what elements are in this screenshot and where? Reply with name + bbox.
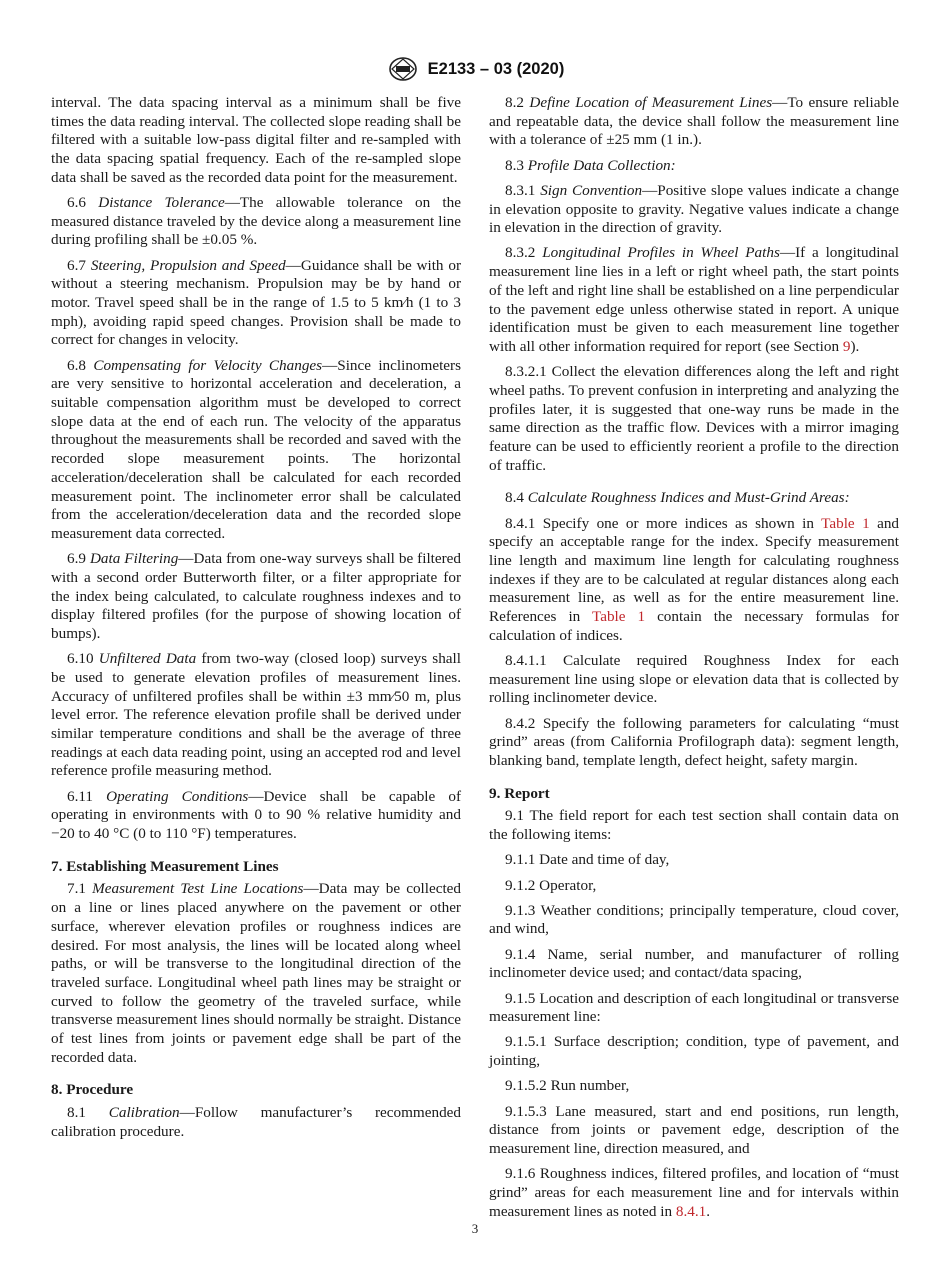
paragraph-6-11: 6.11 Operating Conditions—Device shall be capable of operating in environments with 0 to 90 % relative humidity and −20 to 40 °C (0 to 110 °F) temperatures. bbox=[51, 787, 462, 843]
paragraph-9-1-4: 9.1.4 Name, serial number, and manufacturer of rolling inclinometer device used; and contact/data spacing, bbox=[489, 945, 899, 982]
left-column bbox=[51, 94, 461, 1148]
paragraph-8-3-2-1: 8.3.2.1 Collect the elevation differences along the left and right wheel paths. To prevent confusion in interpreting and analyzing the profiles later, it is suggested that one-way runs be made in the same direction as the traffic flow. Devices with a mirror imaging feature can be used to efficiently reorient a profile to the direction of traffic. bbox=[489, 363, 899, 474]
paragraph-8-1: 8.1 Calibration—Follow manufacturer’s recommended calibration procedure. bbox=[51, 1104, 461, 1140]
paragraph-6-10: 6.10 Unfiltered Data from two-way (closed loop) surveys shall be used to generate elevation profiles of measurement lines. Accuracy of unfiltered profiles shall be within ±3 mm⁄50 m, plus level error. The reference elevation profile shall be derived under similar temperature conditions and shall be the average of three readings at each data reading point, using an accepted rod and level reference profile measuring method. bbox=[51, 650, 461, 780]
paragraph-9-1-6: 9.1.6 Roughness indices, filtered profiles, and location of “must grind” areas for each measurement line and for intervals within measurement lines as noted in 8.4.1. bbox=[489, 1165, 899, 1220]
paragraph-6-7: 6.7 Steering, Propulsion and Speed—Guidance shall be with or without a steering mechanism. Propulsion may be by hand or motor. Travel speed shall be in the range of 1.5 to 5 km⁄h (1 to 3 mph), avoiding rapid speed changes. Provision shall be made to correct for changes in velocity. bbox=[51, 256, 461, 349]
paragraph-8-4-2: 8.4.2 Specify the following parameters for calculating “must grind” areas (from California Profilograph data): segment length, blanking band, template length, defect height, safety margin. bbox=[489, 714, 899, 769]
table-1-link[interactable]: Table 1 bbox=[821, 514, 870, 532]
paragraph-8-3-2: 8.3.2 Longitudinal Profiles in Wheel Paths—If a longitudinal measurement line lies in a left or right wheel path, the start points of the left and right line shall be established on a line perpendicular to the pavement edge unless otherwise stated in report. A unique identification must be given to each measurement line together with all other information required for report (see Section 9). bbox=[489, 244, 899, 355]
paragraph-9-1-2: 9.1.2 Operator, bbox=[505, 876, 597, 894]
page-header bbox=[0, 56, 950, 82]
paragraph-6-9: 6.9 Data Filtering—Data from one-way surveys shall be filtered with a second order Butterworth filter, or a filter appropriate for the index being calculated, to calculate roughness indexes and to display filtered profiles (for the purpose of showing location of bumps). bbox=[51, 550, 462, 642]
paragraph-9-1: 9.1 The field report for each test section shall contain data on the following items: bbox=[489, 807, 899, 844]
paragraph-7-1: 7.1 Measurement Test Line Locations—Data may be collected on a line or lines placed anywhere on the pavement or other surface, wherever elevation profiles or roughness indices are desired. For most analysis, the lines will be located along wheel paths, or will be transverse to the longitudinal direction of the traveled surface. Longitudinal wheel path lines may be straight or curved to follow the geometry of the traveled surface, while transverse measurement lines should normally be straight. Distance of test lines from joints or pavement edge shall be part of the recorded data. bbox=[51, 880, 462, 1066]
paragraph-8-4: 8.4 Calculate Roughness Indices and Must-Grind Areas: bbox=[505, 489, 850, 507]
section-heading-8: 8. Procedure bbox=[51, 1081, 134, 1099]
paragraph-8-4-1: 8.4.1 Specify one or more indices as shown in Table 1 and specify an acceptable range for the index. Specify measurement line length and maximum line length for calculating roughness indexes if they are to be calculated at regular distances along each measurement line, as well as for the entire measurement line. References in Table 1 contain the necessary formulas for calculation of indices. bbox=[489, 514, 900, 644]
paragraph-8-3: 8.3 Profile Data Collection: bbox=[505, 156, 676, 174]
paragraph-6-6: 6.6 Distance Tolerance—The allowable tolerance on the measured distance traveled by the device along a measurement line during profiling shall be ±0.05 %. bbox=[51, 194, 461, 249]
paragraph-8-4-1-1: 8.4.1.1 Calculate required Roughness Index for each measurement line using slope or elevation data that is collected by rolling inclinometer device. bbox=[489, 651, 899, 707]
page-number: 3 bbox=[471, 1221, 479, 1236]
section-9-link[interactable]: 9 bbox=[842, 337, 851, 355]
paragraph-9-1-1: 9.1.1 Date and time of day, bbox=[505, 851, 670, 869]
right-column bbox=[489, 94, 899, 1228]
paragraph-8-2: 8.2 Define Location of Measurement Lines—To ensure reliable and repeatable data, the device shall follow the measurement line with a tolerance of ±25 mm (1 in.). bbox=[489, 94, 900, 149]
paragraph-9-1-5-2: 9.1.5.2 Run number, bbox=[505, 1077, 630, 1095]
section-heading-9: 9. Report bbox=[489, 784, 550, 802]
section-heading-7: 7. Establishing Measurement Lines bbox=[51, 857, 279, 875]
paragraph-9-1-5-1: 9.1.5.1 Surface description; condition, type of pavement, and jointing, bbox=[489, 1033, 899, 1070]
paragraph-9-1-5: 9.1.5 Location and description of each longitudinal or transverse measurement line: bbox=[489, 989, 899, 1026]
table-1-link-second[interactable]: Table 1 bbox=[591, 608, 646, 626]
section-8-4-1-link[interactable]: 8.4.1 bbox=[675, 1202, 707, 1220]
document-id: E2133 – 03 (2020) bbox=[427, 59, 565, 78]
astm-logo-icon bbox=[386, 56, 420, 82]
paragraph-9-1-5-3: 9.1.5.3 Lane measured, start and end positions, run length, distance from joints or pavement edge, description of the measurement line, direction measured, and bbox=[489, 1102, 899, 1157]
paragraph-9-1-3: 9.1.3 Weather conditions; principally temperature, cloud cover, and wind, bbox=[489, 901, 899, 938]
paragraph-6-8: 6.8 Compensating for Velocity Changes—Since inclinometers are very sensitive to horizontal acceleration and deceleration, a suitable compensation algorithm must be developed to correct slope data at the end of each run. The velocity of the apparatus throughout the measurements shall be recorded and saved with the recorded slope measurement points. The horizontal acceleration/deceleration shall be calculated for each recorded measurement point. The inclinometer error shall be calculated from the acceleration/deceleration data and the recorded slope measurement data corrected. bbox=[51, 356, 461, 542]
paragraph-8-3-1: 8.3.1 Sign Convention—Positive slope values indicate a change in elevation opposite to gravity. Negative values indicate a change in elevation in the direction of gravity. bbox=[489, 181, 899, 237]
paragraph-6-5-continued: interval. The data spacing interval as a minimum shall be five times the data reading interval. The collected slope reading shall be filtered with a suitable low-pass digital filter and re-sampled with the data spacing spatial frequency. Each of the re-sampled slope data shall be saved as the recorded data point for the measurement. bbox=[51, 94, 461, 186]
